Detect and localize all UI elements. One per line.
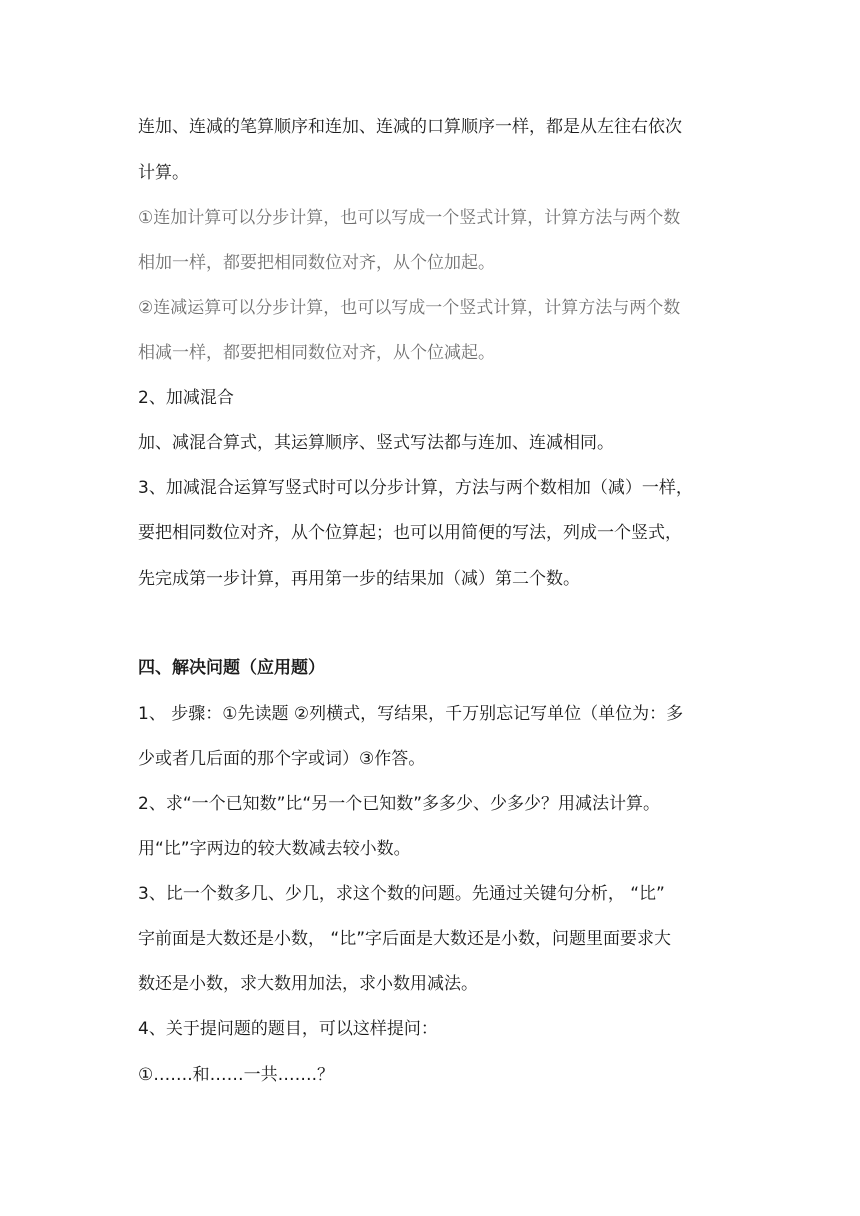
paragraph-line: 字前面是大数还是小数， “比”字后面是大数还是小数，问题里面要求大 [138,929,672,949]
paragraph-line: 2、求“一个已知数”比“另一个已知数”多多少、少多少？用减法计算。 [138,794,661,814]
paragraph-line: 3、加减混合运算写竖式时可以分步计算，方法与两个数相加（减）一样， [138,478,693,498]
paragraph-line: ①…….和……一共…….？ [138,1065,335,1085]
paragraph-line: 加、减混合算式，其运算顺序、竖式写法都与连加、连减相同。 [138,433,614,453]
paragraph-line: 用“比”字两边的较大数减去较小数。 [138,839,411,859]
subheading-line: 2、加减混合 [138,388,234,408]
paragraph-line: 1、 步骤：①先读题 ②列横式，写结果，千万别忘记写单位（单位为：多 [138,704,684,724]
section-heading: 四、解决问题（应用题） [138,658,325,678]
paragraph-line: 少或者几后面的那个字或词）③作答。 [138,749,426,769]
paragraph-line: 4、关于提问题的题目，可以这样提问： [138,1019,438,1039]
paragraph-line: 要把相同数位对齐，从个位算起；也可以用简便的写法，列成一个竖式， [138,523,682,543]
note-line: ①连加计算可以分步计算，也可以写成一个竖式计算，计算方法与两个数 [138,208,681,228]
paragraph-line: 连加、连减的笔算顺序和连加、连减的口算顺序一样，都是从左往右依次 [138,117,682,137]
note-line: ②连减运算可以分步计算，也可以写成一个竖式计算，计算方法与两个数 [138,298,681,318]
note-line: 相减一样，都要把相同数位对齐，从个位减起。 [138,343,495,363]
paragraph-line: 数还是小数，求大数用加法，求小数用减法。 [138,974,478,994]
paragraph-line: 计算。 [138,163,189,183]
note-line: 相加一样，都要把相同数位对齐，从个位加起。 [138,253,495,273]
paragraph-line: 3、比一个数多几、少几，求这个数的问题。先通过关键句分析， “比” [138,884,665,904]
paragraph-line: 先完成第一步计算，再用第一步的结果加（减）第二个数。 [138,569,580,589]
